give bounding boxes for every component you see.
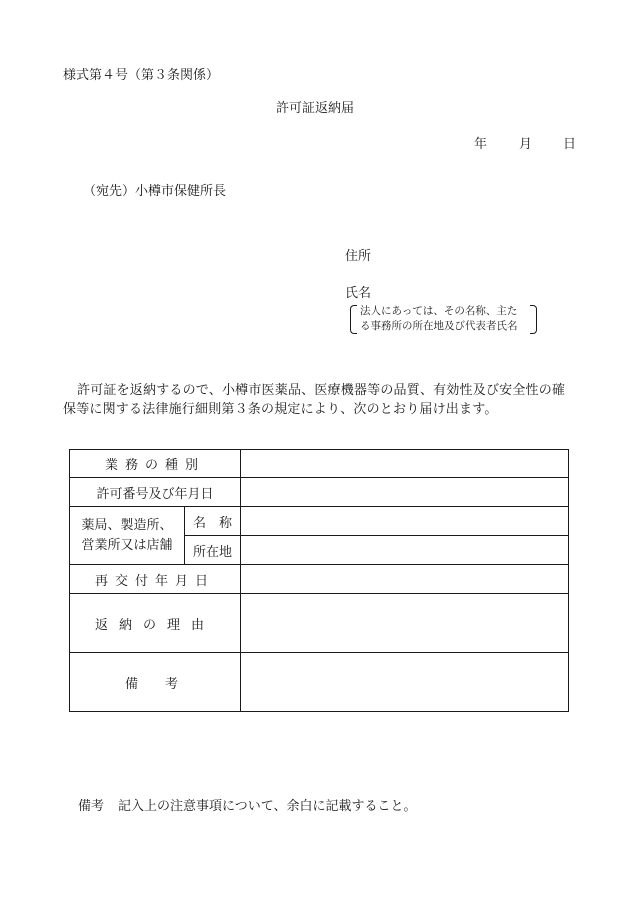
corporate-note-text [360, 304, 532, 333]
table-row [70, 507, 569, 536]
return-form-table [69, 449, 569, 712]
permit-number-field[interactable] [241, 478, 569, 507]
table-row [70, 594, 569, 653]
footer-note [78, 795, 417, 814]
remarks-field[interactable] [241, 653, 569, 712]
address-label: 住所 [345, 249, 372, 264]
establishment-name-label: 名 称 [185, 507, 241, 536]
date-line [474, 133, 576, 152]
date-month: 月 [519, 137, 533, 152]
remarks-label: 備 考 [70, 653, 241, 712]
date-day: 日 [563, 137, 577, 152]
form-number: 様式第４号（第３条関係） [63, 68, 220, 83]
addressee: （宛先）小樽市保健所長 [83, 184, 227, 199]
table-row [70, 653, 569, 712]
footer-note-label: 備考 [78, 799, 105, 814]
permit-number-label: 許可番号及び年月日 [70, 478, 241, 507]
corporate-note [350, 304, 537, 334]
establishment-location-field[interactable] [241, 536, 569, 565]
business-type-label: 業務の種別 [70, 450, 241, 478]
establishment-label-line1: 薬局、製造所、 [81, 517, 173, 533]
table-row [70, 565, 569, 594]
name-label: 氏名 [345, 286, 372, 301]
establishment-label-line2: 営業所又は店舗 [81, 537, 173, 553]
left-bracket [350, 305, 357, 334]
document-title: 許可証返納届 [275, 101, 354, 116]
reissue-date-label: 再交付年月日 [70, 565, 241, 594]
establishment-location-label: 所在地 [185, 536, 241, 565]
right-bracket [530, 305, 537, 334]
body-text: 許可証を返納するので、小樽市医薬品、医療機器等の品質、有効性及び安全性の確保等に関する法律施行細則第３条の規定により、次のとおり届け出ます。 [63, 383, 566, 417]
return-reason-label: 返納の理由 [70, 594, 241, 653]
return-reason-field[interactable] [241, 594, 569, 653]
table-row [70, 450, 569, 478]
table-row [70, 478, 569, 507]
reissue-date-field[interactable] [241, 565, 569, 594]
footer-note-text: 記入上の注意事項について、余白に記載すること。 [118, 799, 417, 814]
date-year: 年 [474, 137, 488, 152]
corporate-note-line2: る事務所の所在地及び代表者氏名 [360, 319, 518, 332]
business-type-field[interactable] [241, 450, 569, 478]
establishment-label [70, 507, 185, 565]
corporate-note-line1: 法人にあっては、その名称、主た [360, 305, 518, 317]
establishment-name-field[interactable] [241, 507, 569, 536]
